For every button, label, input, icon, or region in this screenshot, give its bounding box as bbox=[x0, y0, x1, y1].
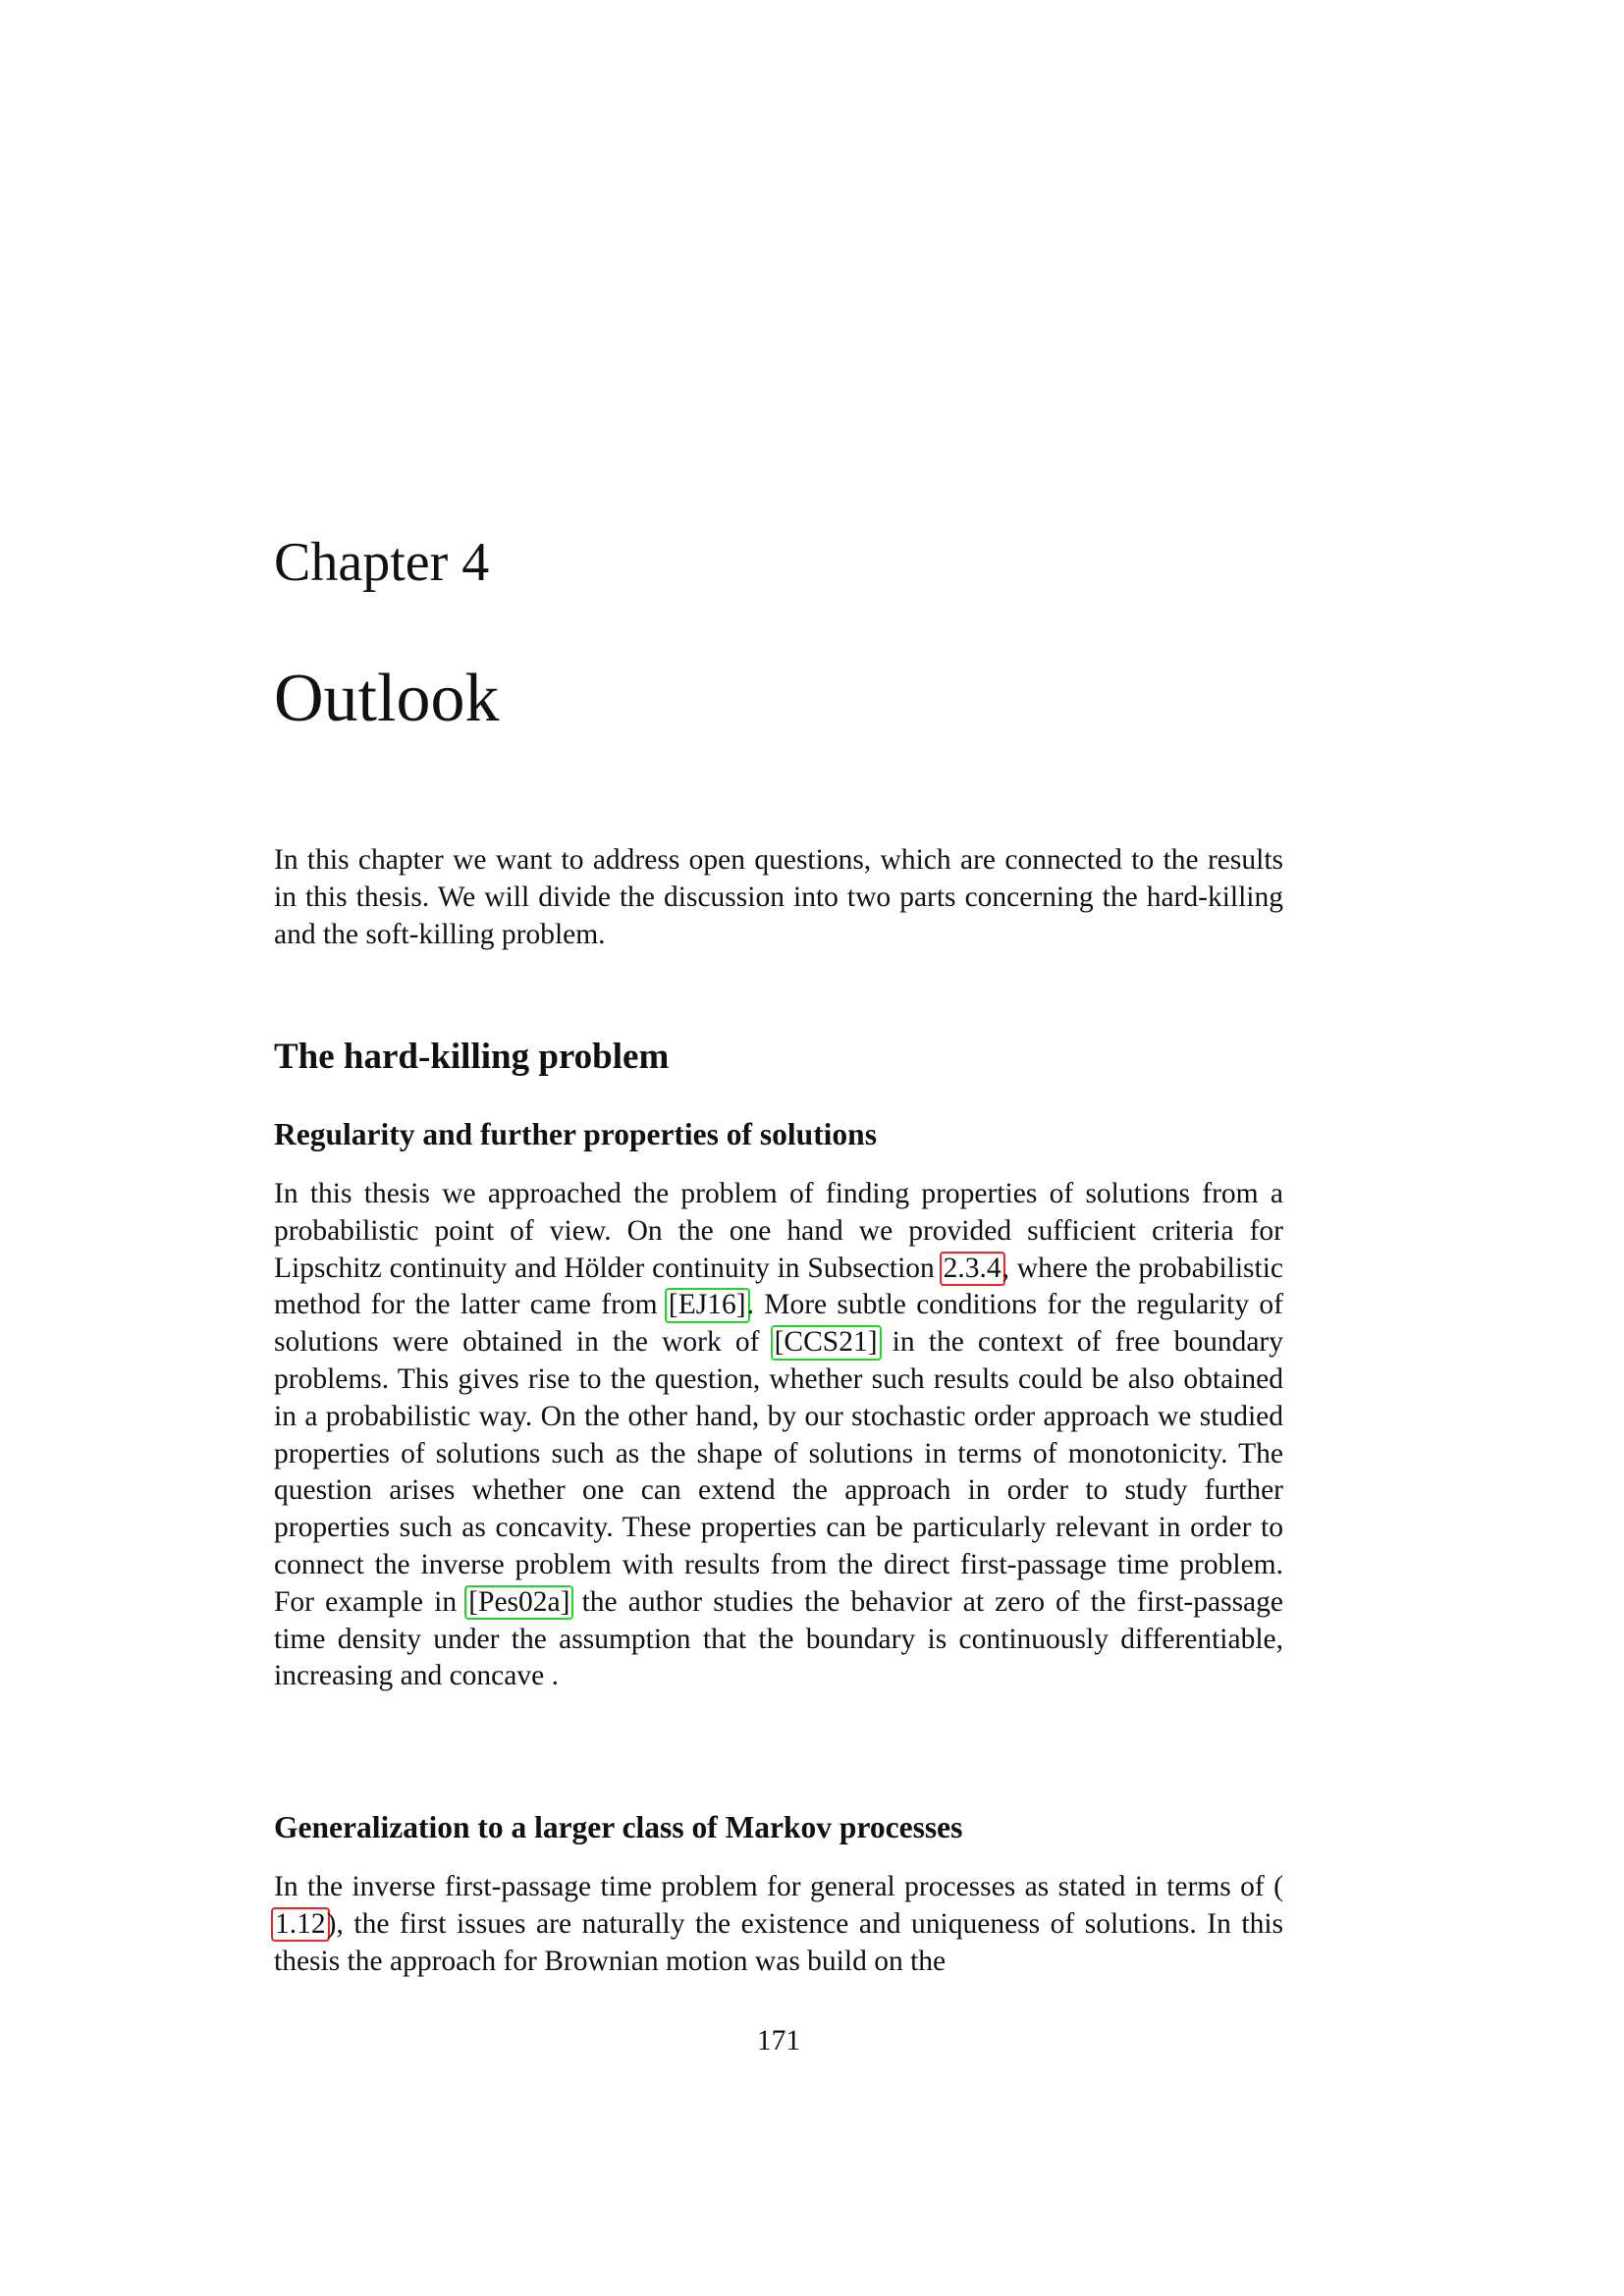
intro-paragraph: In this chapter we want to address open questions, which are connected to the results in this thesis. We will divide the discussion into two parts concerning the hard-killing and the soft-killing problem. bbox=[274, 844, 1283, 950]
page-number: 171 bbox=[756, 2025, 801, 2056]
citation-link-ccs21[interactable]: [CCS21] bbox=[774, 1326, 878, 1359]
citation-link-ej16[interactable]: [EJ16] bbox=[668, 1289, 746, 1321]
chapter-label: Chapter 4 bbox=[274, 532, 490, 593]
subsection-title-generalization: Generalization to a larger class of Markov processes bbox=[274, 1810, 963, 1844]
document-page bbox=[274, 0, 1283, 2296]
regularity-text-2: , where the probabilistic method for the latter came from bbox=[274, 1252, 1284, 1321]
generalization-text-2: ), the first issues are naturally the existence and uniqueness of solutions. In this thesis the approach for Brownian motion was build on the bbox=[274, 1907, 1283, 1977]
regularity-text-4: in the context of free boundary problems. This gives rise to the question, whether such results could be also obtained in a probabilistic way. On the other hand, by our stochastic order approach we studied properties of solutions such as the shape of solutions in terms of monotonicity. The question arises whether one can extend the approach in order to study further properties such as concavity. These properties can be particularly relevant in order to connect the inverse problem with results from the direct first-passage time problem. For example in bbox=[274, 1326, 1284, 1618]
regularity-paragraph bbox=[274, 1176, 1283, 1695]
equation-link-1-12[interactable]: 1.12 bbox=[275, 1907, 326, 1940]
regularity-text-5: the author studies the behavior at zero of the first-passage time density under the assumption that the boundary is continuously differentiable, increasing and concave . bbox=[274, 1585, 1283, 1692]
subsection-title-regularity: Regularity and further properties of solutions bbox=[274, 1117, 877, 1151]
subsection-link-2-3-4[interactable]: 2.3.4 bbox=[943, 1252, 1001, 1284]
regularity-text-1: In this thesis we approached the problem of finding properties of solutions from a probabilistic point of view. On the one hand we provided sufficient criteria for Lipschitz continuity and Hölder continuity in Subsection bbox=[274, 1178, 1283, 1284]
generalization-text-1: In the inverse first-passage time problem for general processes as stated in terms of ( bbox=[274, 1871, 1283, 1902]
section-title-hard-killing: The hard-killing problem bbox=[274, 1037, 670, 1077]
chapter-title: Outlook bbox=[274, 661, 500, 736]
citation-link-pes02a[interactable]: [Pes02a] bbox=[468, 1585, 570, 1618]
regularity-text-3: . More subtle conditions for the regularity of solutions were obtained in the work of bbox=[274, 1289, 1283, 1359]
generalization-paragraph bbox=[274, 1869, 1283, 1980]
